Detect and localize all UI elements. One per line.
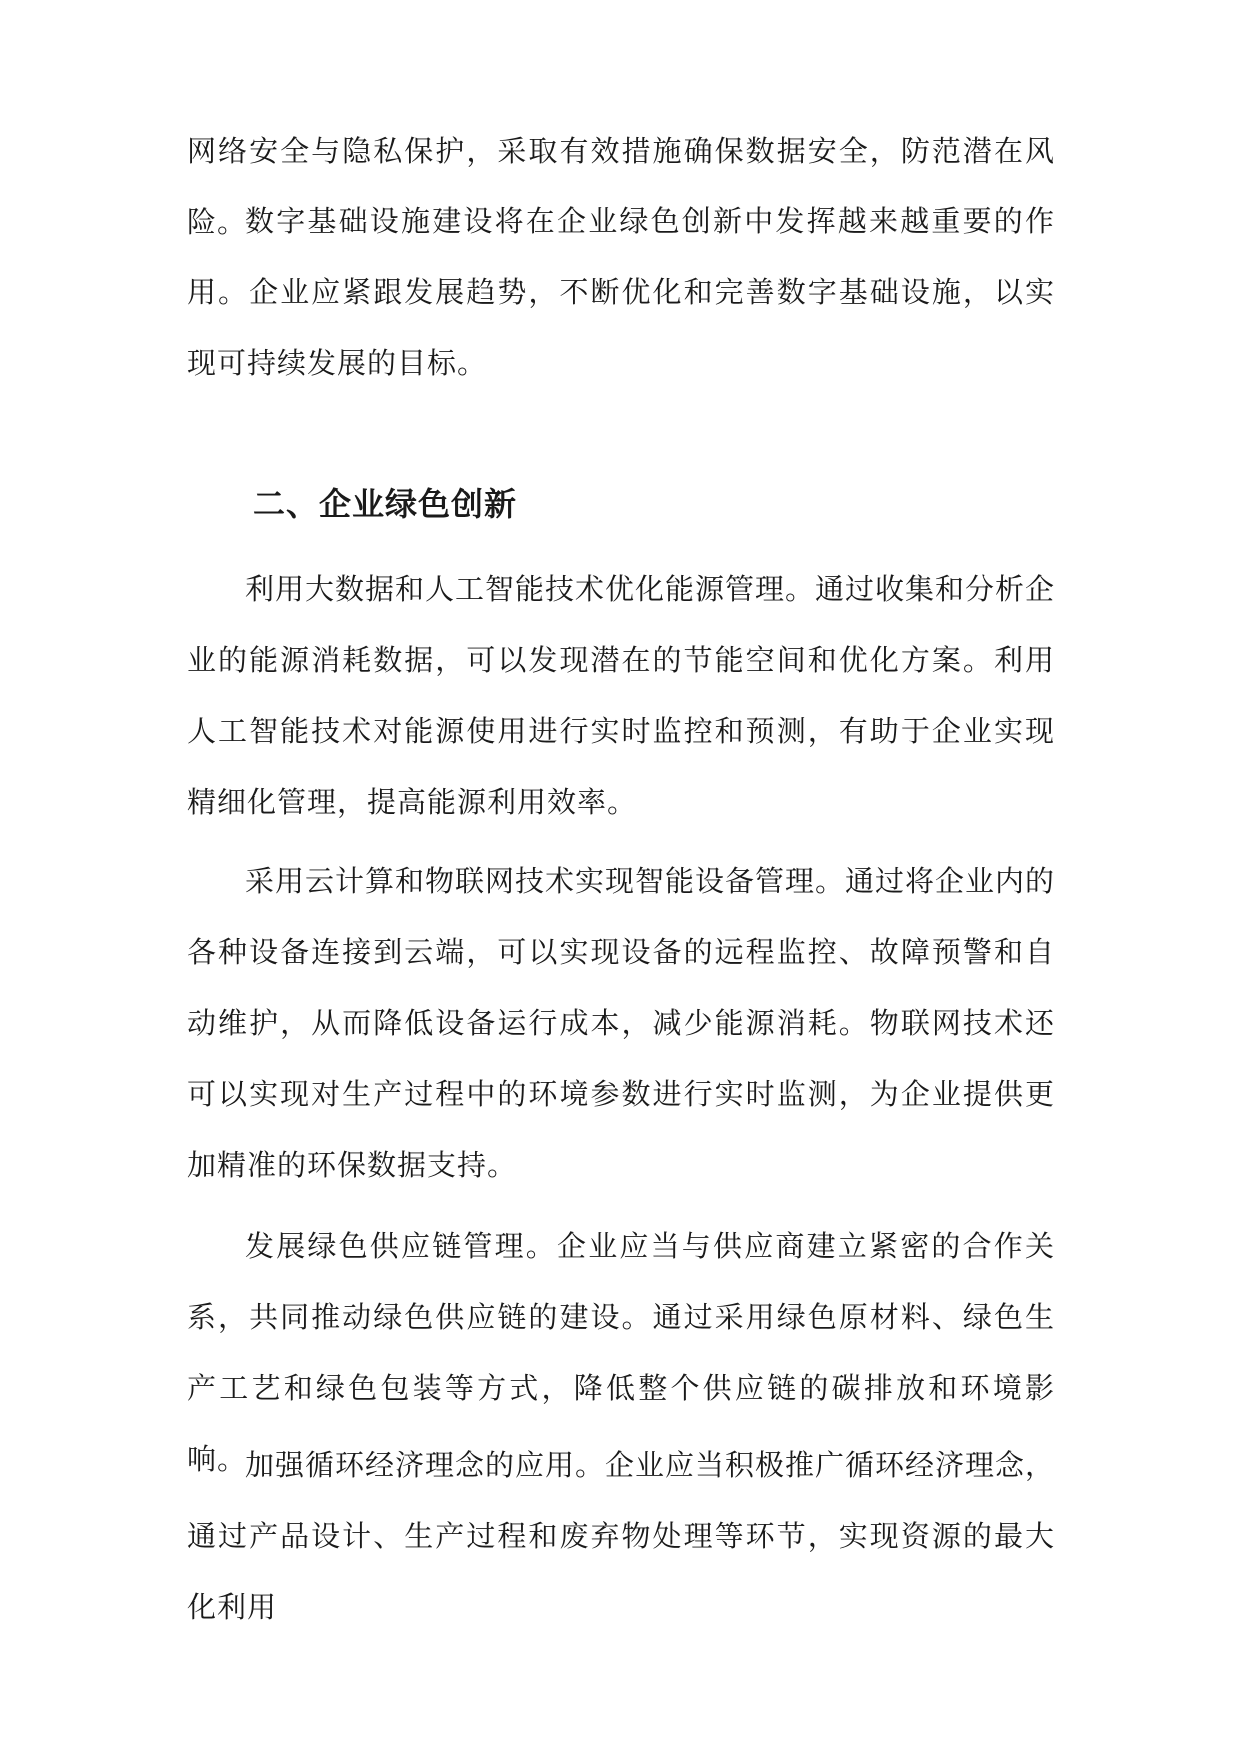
paragraph-network-security: 网络安全与隐私保护，采取有效措施确保数据安全，防范潜在风险。 — [187, 134, 1055, 239]
paragraph-green-supply-chain: 发展绿色供应链管理。企业应当与供应商建立紧密的合作关系，共同推动绿色供应链的建设。通过采用绿色原材料、绿色生产工艺和绿色包装等方式，降低整个供应链的碳排放和环境影响。 — [187, 1229, 1055, 1476]
section-heading: 二、企业绿色创新 — [253, 485, 518, 523]
paragraph-digital-infrastructure: 数字基础设施建设将在企业绿色创新中发挥越来越重要的作用。企业应紧跟发展趋势，不断优化和完善数字基础设施，以实现可持续发展的目标。 — [187, 204, 1055, 380]
paragraph-circular-economy: 加强循环经济理念的应用。企业应当积极推广循环经济理念，通过产品设计、生产过程和废弃物处理等环节，实现资源的最大化利用 — [187, 1448, 1056, 1624]
paragraph-energy-management: 利用大数据和人工智能技术优化能源管理。通过收集和分析企业的能源消耗数据，可以发现潜在的节能空间和优化方案。利用人工智能技术对能源使用进行实时监控和预测，有助于企业实现精细化管理，提高能源利用效率。 — [187, 572, 1056, 819]
paragraph-smart-devices: 采用云计算和物联网技术实现智能设备管理。通过将企业内的各种设备连接到云端，可以实现设备的远程监控、故障预警和自动维护，从而降低设备运行成本，减少能源消耗。物联网技术还可以实现对生产过程中的环境参数进行实时监测，为企业提供更加精准的环保数据支持。 — [187, 864, 1056, 1182]
